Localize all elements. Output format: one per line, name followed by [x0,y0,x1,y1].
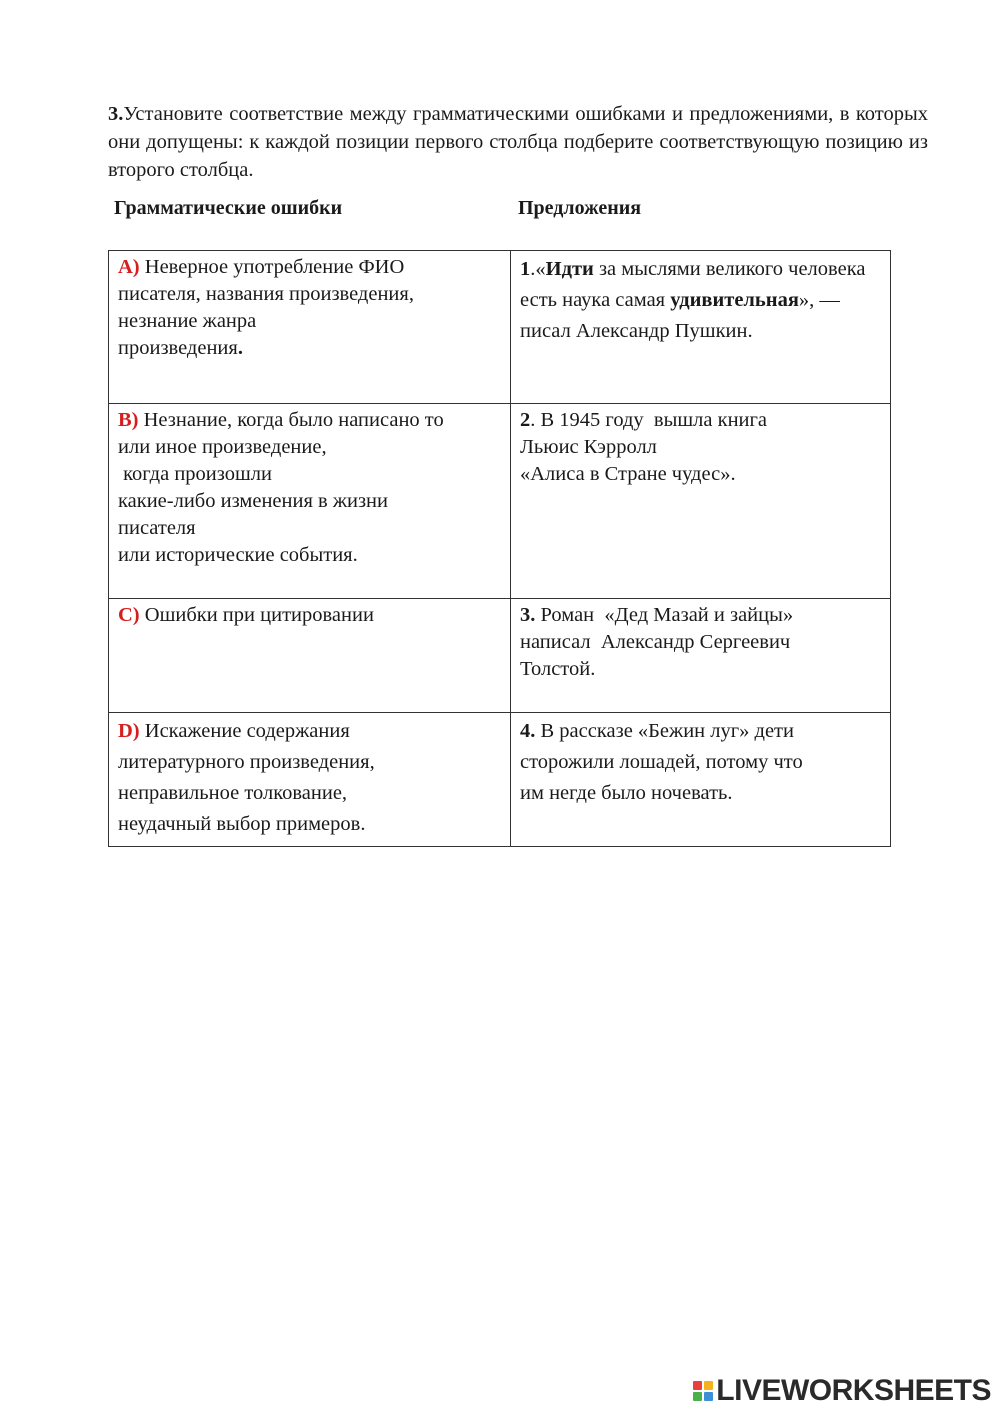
sentence-number: 1 [520,258,531,280]
liveworksheets-logo [693,1374,991,1407]
matching-table [108,250,891,847]
table-row [109,404,891,599]
table-row [109,713,891,847]
letter-label: A) [118,256,140,278]
sentence-number: 3. [520,604,536,626]
sentence-number: 4. [520,720,536,742]
sentence-cell-2: 2. В 1945 году вышла книга Льюис Кэрролл «Алиса в Стране чудес». [511,404,891,599]
error-cell-d: D) Искажение содержания литературного произведения, неправильное толкование, неудачный выбор примеров. [109,713,511,847]
error-cell-a: A) Неверное употребление ФИО писателя, названия произведения, незнание жанра произведения. [109,251,511,404]
right-column-header: Предложения [518,197,642,219]
task-statement [108,100,928,184]
sentence-cell-1: 1.«Идти за мыслями великого человека есть наука самая удивительная», — писал Александр Пушкин. [511,251,891,404]
sentence-cell-4: 4. В рассказе «Бежин луг» дети сторожили лошадей, потому что им негде было ночевать. [511,713,891,847]
table-row [109,599,891,713]
sentence-number: 2 [520,409,531,431]
error-cell-b: B) Незнание, когда было написано то или иное произведение, когда произошли какие-либо изменения в жизни писателя или исторические события. [109,404,511,599]
error-cell-c: C) Ошибки при цитировании [109,599,511,713]
logo-mark-icon [693,1381,713,1401]
sentence-cell-3: 3. Роман «Дед Мазай и зайцы» написал Александр Сергеевич Толстой. [511,599,891,713]
task-number: 3. [108,103,124,125]
logo-text: LIVEWORKSHEETS [716,1374,991,1407]
letter-label: D) [118,720,140,742]
task-text: Установите соответствие между грамматическими ошибками и предложениями, в которых они допущены: к каждой позиции первого столбца подберите соответствующую позицию из второго столбца. [108,103,928,181]
letter-label: C) [118,604,140,626]
left-column-header: Грамматические ошибки [114,197,343,219]
letter-label: B) [118,409,139,431]
table-row [109,251,891,404]
